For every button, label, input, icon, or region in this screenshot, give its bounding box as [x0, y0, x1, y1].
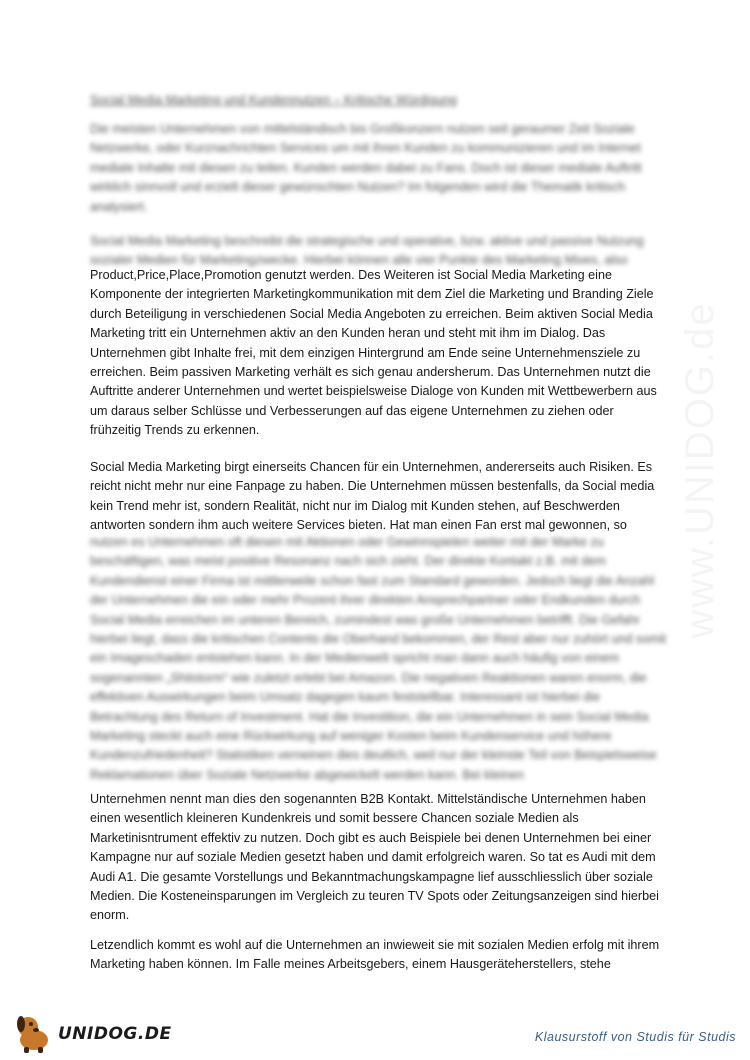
- watermark-text: [680, 250, 720, 690]
- dog-mascot-icon: [14, 1010, 60, 1054]
- paragraph-chances-risks: Social Media Marketing birgt einerseits Chancen für ein Unternehmen, andererseits auch Risiken. Es reicht nicht mehr nur eine Fanpage zu haben. Die Unternehmen müssen bestenfalls, da Social media kein Trend mehr ist, sondern Realität, nicht nur im Dialog mit Kunden stehen, auf Beschwerden antworten sondern ihm auch weitere Services bieten. Hat man einen Fan erst mal gewonnen, so: [90, 460, 655, 533]
- paragraph-definition-blurred: Social Media Marketing beschreibt die strategische und operative, bzw. aktive und passive Nutzung sozialer Medien für Marketingzwecke. Hierbei können alle vier Punkte des Marketing Mixes, also: [90, 234, 644, 268]
- paragraph-intro: Die meisten Unternehmen von mittelständisch bis Großkonzern nutzen seit geraumer Zeit Soziale Netzwerke, oder Kurznachrichten Services um mit ihren Kunden zu kommunizieren und im Internet mediale Inhalte mit diesen zu teilen. Kunden werden dabei zu Fans. Doch ist dieser mediale Auftritt wirklich sinnvoll und erzielt dieser gewünschten Nutzen? Im folgenden wird die Thematik kritisch analysiert.: [90, 122, 642, 214]
- footer-slogan: Klausurstoff von Studis für Studis: [534, 1030, 736, 1044]
- paragraph-definition: Product,Price,Place,Promotion genutzt werden. Des Weiteren ist Social Media Marketing eine Komponente der integrierten Marketingkommunikation mit dem Ziel die Marketing und Branding Ziele durch Beteiligung in verschiedenen Social Media Angeboten zu erreichen. Beim aktiven Social Media Marketing tritt ein Unternehmen aktiv an den Kunden heran und steht mit ihm im Dialog. Das Unternehmen gibt Inhalte frei, mit dem einzigen Hintergrund am Ende seine Unternehmensziele zu erreichen. Beim passiven Marketing verhält es sich genau andersherum. Das Unternehmen nutzt die Auftritte anderer Unternehmen und wertet beispielsweise Dialoge von Kunden mit Wettbewerbern aus um daraus selber Schlüsse und Verbesserungen auf das eigene Unternehmen zu ziehen oder frühzeitig Trends zu erkennen.: [90, 268, 657, 438]
- paragraph-conclusion: Letzendlich kommt es wohl auf die Unternehmen an inwieweit sie mit sozialen Medien erfolg mit ihrem Marketing haben können. Im Falle meines Arbeitsgebers, einem Hausgeräteherstellers, stehe: [90, 938, 660, 972]
- paragraph-chances-risks-blurred: nutzen es Unternehmen oft diesen mit Aktionen oder Gewinnspielen weiter mit der Marke zu beschäftigen, was meist positive Resonanz nach sich zieht. Der direkte Kontakt z.B. mit dem Kundendienst einer Firma ist mittlerweile schon fast zum Standard geworden. Jedoch liegt die Anzahl der Unternehmen die ein oder mehr Prozent ihrer direkten Ansprechpartner oder Endkunden durch Social Media erreichen im unteren Bereich, zumindest was große Unternehmen betrifft. Die Gefahr hierbei liegt, dass die kritischen Contents die Oberhand bekommen, der Rest aber nur zuhört und somit ein Imageschaden entstehen kann. In der Medienwelt spricht man dann auch häufig von einem sogenannten „Shitstorm“ wie zuletzt erlebt bei Amazon. Die negativen Reaktionen waren enorm, die effektiven Auswirkungen beim Umsatz dagegen kaum feststellbar. Interessant ist hierbei die Betrachtung des Return of Investment. Hat die Investition, die ein Unternehmen in sein Social Media Marketing steckt auch eine Rückwirkung auf weniger Kosten beim Kundenservice und höhere Kundenzufriedenheit? Statistiken verneinen dies deutlich, weil nur der kleinste Teil von Beispielsweise Reklamationen über Soziale Netzwerke abgewickelt werden kann. Bei kleinen: [90, 535, 667, 782]
- unidog-logo[interactable]: [14, 1010, 172, 1054]
- document-title: Social Media Marketing und Kundennutzen – Kritische Würdigung: [90, 93, 457, 107]
- paragraph-b2b: Unternehmen nennt man dies den sogenannten B2B Kontakt. Mittelständische Unternehmen haben einen wesentlich kleineren Kundenkreis und somit bessere Chancen soziale Medien als Marketinisntrument effektiv zu nutzen. Doch gibt es auch Beispiele bei denen Unternehmen bei einer Kampagne nur auf soziale Medien gesetzt haben und damit erfolgreich waren. So tat es Audi mit dem Audi A1. Die gesamte Vorstellungs und Bekanntmachungskampagne lief ausschliesslich über soziale Medien. Die Kosteneinsparungen im Vergleich zu teuren TV Spots oder Zeitungsanzeigen sind hierbei enorm.: [90, 792, 659, 923]
- logo-text: UNIDOG.DE: [58, 1024, 172, 1044]
